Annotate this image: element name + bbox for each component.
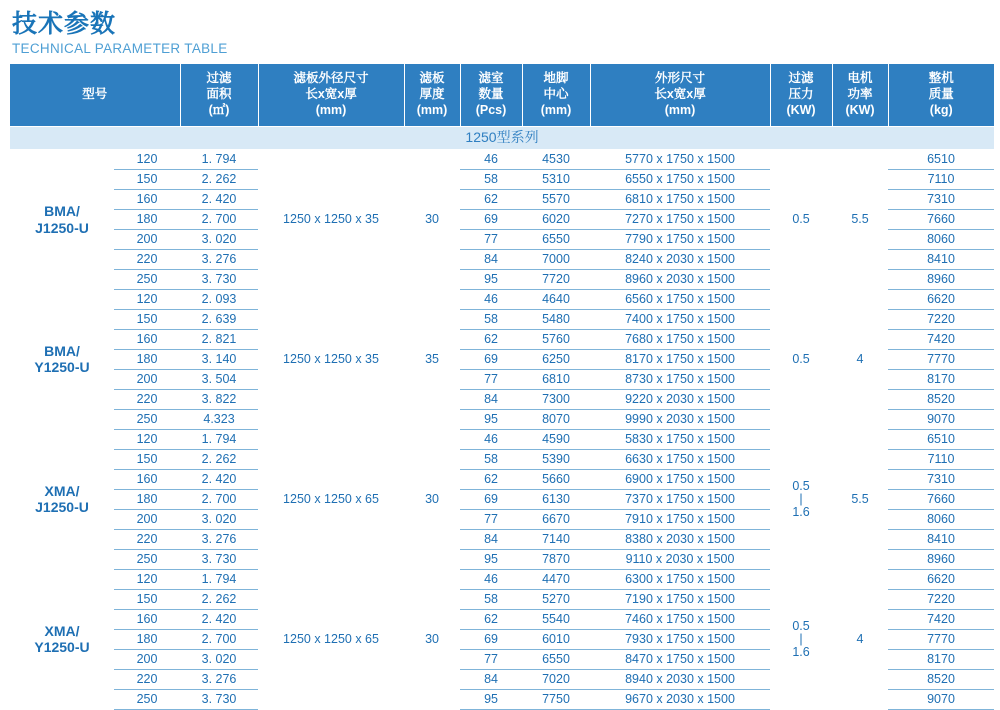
header-machine-mass: 整机 质量 (kg) (888, 64, 994, 127)
cell-area: 2. 821 (180, 329, 258, 349)
header-motor-power: 电机 功率 (KW) (832, 64, 888, 127)
cell-plate-thickness: 30 (425, 212, 439, 226)
header-row (10, 64, 994, 127)
cell-foot-center: 7750 (522, 689, 590, 709)
cell-size: 150 (114, 449, 180, 469)
cell-dimension: 9110 x 2030 x 1500 (590, 549, 770, 569)
cell-dimension: 7370 x 1750 x 1500 (590, 489, 770, 509)
cell-area: 2. 420 (180, 469, 258, 489)
cell-size: 220 (114, 389, 180, 409)
cell-size: 160 (114, 469, 180, 489)
cell-model: XMA/ Y1250-U (34, 623, 90, 656)
cell-foot-center: 5660 (522, 469, 590, 489)
cell-size: 120 (114, 149, 180, 169)
cell-dimension: 6550 x 1750 x 1500 (590, 169, 770, 189)
table-row (10, 289, 994, 309)
cell-dimension: 6300 x 1750 x 1500 (590, 569, 770, 589)
cell-mass: 6620 (888, 569, 994, 589)
cell-size: 160 (114, 189, 180, 209)
cell-area: 3. 730 (180, 549, 258, 569)
header-overall-dimension: 外形尺寸 长x宽x厚 (mm) (590, 64, 770, 127)
header-foot-center: 地脚 中心 (mm) (522, 64, 590, 127)
cell-mass: 8960 (888, 269, 994, 289)
cell-model: XMA/ J1250-U (35, 483, 89, 516)
cell-foot-center: 7870 (522, 549, 590, 569)
cell-area: 3. 730 (180, 689, 258, 709)
cell-size: 200 (114, 509, 180, 529)
cell-foot-center: 5270 (522, 589, 590, 609)
cell-size: 250 (114, 689, 180, 709)
cell-mass: 7420 (888, 329, 994, 349)
cell-area: 3. 020 (180, 509, 258, 529)
cell-mass: 7220 (888, 309, 994, 329)
cell-chambers: 62 (460, 469, 522, 489)
cell-plate-size: 1250 x 1250 x 35 (283, 212, 379, 226)
cell-foot-center: 6670 (522, 509, 590, 529)
cell-dimension: 8960 x 2030 x 1500 (590, 269, 770, 289)
cell-plate-thickness: 35 (425, 351, 439, 366)
cell-foot-center: 5480 (522, 309, 590, 329)
cell-chambers: 46 (460, 429, 522, 449)
cell-dimension: 6810 x 1750 x 1500 (590, 189, 770, 209)
cell-size: 220 (114, 249, 180, 269)
cell-mass: 7110 (888, 449, 994, 469)
cell-pressure: 0.5 (792, 351, 810, 366)
cell-area: 3. 140 (180, 349, 258, 369)
cell-mass: 6510 (888, 149, 994, 169)
technical-parameter-table (10, 64, 994, 710)
cell-size: 120 (114, 289, 180, 309)
cell-pressure: 0.5 | 1.6 (792, 618, 810, 659)
cell-chambers: 69 (460, 349, 522, 369)
cell-dimension: 6560 x 1750 x 1500 (590, 289, 770, 309)
cell-area: 3. 276 (180, 249, 258, 269)
cell-size: 200 (114, 369, 180, 389)
cell-size: 250 (114, 269, 180, 289)
cell-size: 200 (114, 649, 180, 669)
cell-foot-center: 6550 (522, 229, 590, 249)
cell-mass: 8060 (888, 509, 994, 529)
cell-area: 4.323 (180, 409, 258, 429)
series-title-row (10, 126, 994, 149)
cell-plate-thickness: 30 (425, 491, 439, 506)
cell-mass: 9070 (888, 409, 994, 429)
cell-chambers: 95 (460, 689, 522, 709)
cell-area: 3. 276 (180, 529, 258, 549)
cell-size: 180 (114, 349, 180, 369)
cell-dimension: 8170 x 1750 x 1500 (590, 349, 770, 369)
cell-chambers: 62 (460, 329, 522, 349)
cell-area: 3. 020 (180, 229, 258, 249)
cell-foot-center: 6010 (522, 629, 590, 649)
cell-power: 4 (856, 631, 864, 646)
cell-size: 180 (114, 489, 180, 509)
cell-mass: 6510 (888, 429, 994, 449)
cell-plate-size: 1250 x 1250 x 35 (283, 351, 379, 366)
cell-area: 3. 276 (180, 669, 258, 689)
cell-foot-center: 7720 (522, 269, 590, 289)
cell-dimension: 7270 x 1750 x 1500 (590, 209, 770, 229)
table-body (10, 126, 994, 709)
cell-model: BMA/ J1250-U (35, 203, 89, 236)
cell-foot-center: 7300 (522, 389, 590, 409)
cell-dimension: 7790 x 1750 x 1500 (590, 229, 770, 249)
cell-chambers: 77 (460, 509, 522, 529)
cell-foot-center: 6550 (522, 649, 590, 669)
cell-plate-size: 1250 x 1250 x 65 (283, 491, 379, 506)
cell-plate-size: 1250 x 1250 x 65 (283, 631, 379, 646)
cell-mass: 8410 (888, 249, 994, 269)
cell-foot-center: 6130 (522, 489, 590, 509)
cell-area: 1. 794 (180, 429, 258, 449)
header-model: 型号 (10, 64, 180, 127)
cell-size: 160 (114, 329, 180, 349)
cell-chambers: 95 (460, 549, 522, 569)
cell-area: 3. 822 (180, 389, 258, 409)
cell-size: 120 (114, 569, 180, 589)
cell-dimension: 5830 x 1750 x 1500 (590, 429, 770, 449)
cell-power: 4 (856, 351, 864, 366)
table-header (10, 64, 994, 127)
cell-foot-center: 5760 (522, 329, 590, 349)
cell-mass: 7420 (888, 609, 994, 629)
cell-pressure: 0.5 | 1.6 (792, 478, 810, 519)
cell-area: 2. 262 (180, 169, 258, 189)
series-title: 1250型系列 (10, 126, 994, 149)
cell-area: 3. 730 (180, 269, 258, 289)
cell-area: 1. 794 (180, 149, 258, 169)
cell-model: BMA/ Y1250-U (34, 343, 90, 376)
cell-chambers: 95 (460, 269, 522, 289)
cell-dimension: 8470 x 1750 x 1500 (590, 649, 770, 669)
cell-area: 3. 020 (180, 649, 258, 669)
cell-mass: 8520 (888, 669, 994, 689)
cell-area: 2. 420 (180, 189, 258, 209)
cell-mass: 7770 (888, 349, 994, 369)
cell-mass: 8960 (888, 549, 994, 569)
cell-foot-center: 5390 (522, 449, 590, 469)
cell-chambers: 84 (460, 389, 522, 409)
cell-foot-center: 5310 (522, 169, 590, 189)
cell-area: 2. 093 (180, 289, 258, 309)
page-title-block (8, 10, 992, 56)
cell-size: 220 (114, 529, 180, 549)
cell-dimension: 7680 x 1750 x 1500 (590, 329, 770, 349)
cell-size: 150 (114, 169, 180, 189)
cell-area: 3. 504 (180, 369, 258, 389)
cell-foot-center: 7140 (522, 529, 590, 549)
cell-size: 220 (114, 669, 180, 689)
cell-dimension: 7190 x 1750 x 1500 (590, 589, 770, 609)
cell-chambers: 69 (460, 489, 522, 509)
cell-dimension: 7400 x 1750 x 1500 (590, 309, 770, 329)
cell-mass: 7660 (888, 489, 994, 509)
cell-foot-center: 5570 (522, 189, 590, 209)
cell-dimension: 5770 x 1750 x 1500 (590, 149, 770, 169)
cell-power: 5.5 (851, 491, 869, 506)
cell-chambers: 69 (460, 629, 522, 649)
cell-foot-center: 6250 (522, 349, 590, 369)
cell-foot-center: 4470 (522, 569, 590, 589)
cell-area: 2. 262 (180, 589, 258, 609)
cell-chambers: 46 (460, 569, 522, 589)
cell-chambers: 77 (460, 229, 522, 249)
cell-area: 2. 262 (180, 449, 258, 469)
cell-area: 2. 700 (180, 629, 258, 649)
cell-power: 5.5 (851, 212, 869, 226)
cell-dimension: 9220 x 2030 x 1500 (590, 389, 770, 409)
cell-mass: 9070 (888, 689, 994, 709)
cell-dimension: 8940 x 2030 x 1500 (590, 669, 770, 689)
cell-pressure: 0.5 (792, 211, 810, 226)
header-chamber-count: 滤室 数量 (Pcs) (460, 64, 522, 127)
cell-foot-center: 4530 (522, 149, 590, 169)
cell-foot-center: 4590 (522, 429, 590, 449)
cell-chambers: 84 (460, 249, 522, 269)
cell-foot-center: 6810 (522, 369, 590, 389)
cell-mass: 6620 (888, 289, 994, 309)
cell-mass: 7220 (888, 589, 994, 609)
header-filter-area: 过滤 面积 (㎡) (180, 64, 258, 127)
table-row (10, 569, 994, 589)
cell-dimension: 8730 x 1750 x 1500 (590, 369, 770, 389)
cell-area: 2. 700 (180, 209, 258, 229)
cell-mass: 8410 (888, 529, 994, 549)
header-plate-thickness: 滤板 厚度 (mm) (404, 64, 460, 127)
cell-foot-center: 6020 (522, 209, 590, 229)
cell-chambers: 58 (460, 449, 522, 469)
cell-mass: 7110 (888, 169, 994, 189)
cell-area: 1. 794 (180, 569, 258, 589)
page-title-cn: 技术参数 (12, 10, 117, 38)
cell-chambers: 84 (460, 529, 522, 549)
cell-size: 180 (114, 209, 180, 229)
cell-foot-center: 7020 (522, 669, 590, 689)
cell-dimension: 7460 x 1750 x 1500 (590, 609, 770, 629)
cell-foot-center: 4640 (522, 289, 590, 309)
cell-dimension: 7930 x 1750 x 1500 (590, 629, 770, 649)
cell-size: 120 (114, 429, 180, 449)
cell-size: 180 (114, 629, 180, 649)
cell-dimension: 9670 x 2030 x 1500 (590, 689, 770, 709)
cell-mass: 7310 (888, 189, 994, 209)
cell-area: 2. 420 (180, 609, 258, 629)
cell-plate-thickness: 30 (425, 631, 439, 646)
cell-area: 2. 700 (180, 489, 258, 509)
cell-foot-center: 7000 (522, 249, 590, 269)
cell-dimension: 9990 x 2030 x 1500 (590, 409, 770, 429)
table-row (10, 429, 994, 449)
header-plate-size: 滤板外径尺寸 长x宽x厚 (mm) (258, 64, 404, 127)
cell-chambers: 77 (460, 649, 522, 669)
header-filter-pressure: 过滤 压力 (KW) (770, 64, 832, 127)
table-row (10, 149, 994, 169)
cell-chambers: 58 (460, 169, 522, 189)
cell-chambers: 58 (460, 309, 522, 329)
cell-chambers: 69 (460, 209, 522, 229)
cell-chambers: 62 (460, 189, 522, 209)
cell-foot-center: 8070 (522, 409, 590, 429)
cell-mass: 8170 (888, 649, 994, 669)
cell-chambers: 46 (460, 289, 522, 309)
cell-size: 160 (114, 609, 180, 629)
cell-size: 150 (114, 309, 180, 329)
cell-chambers: 95 (460, 409, 522, 429)
cell-size: 150 (114, 589, 180, 609)
cell-size: 250 (114, 409, 180, 429)
page-title-en: TECHNICAL PARAMETER TABLE (12, 40, 228, 56)
cell-chambers: 84 (460, 669, 522, 689)
cell-dimension: 7910 x 1750 x 1500 (590, 509, 770, 529)
cell-chambers: 62 (460, 609, 522, 629)
cell-dimension: 8380 x 2030 x 1500 (590, 529, 770, 549)
cell-mass: 8060 (888, 229, 994, 249)
cell-mass: 7660 (888, 209, 994, 229)
cell-dimension: 8240 x 2030 x 1500 (590, 249, 770, 269)
cell-chambers: 77 (460, 369, 522, 389)
cell-area: 2. 639 (180, 309, 258, 329)
cell-chambers: 46 (460, 149, 522, 169)
cell-mass: 7310 (888, 469, 994, 489)
cell-dimension: 6630 x 1750 x 1500 (590, 449, 770, 469)
cell-mass: 8170 (888, 369, 994, 389)
cell-chambers: 58 (460, 589, 522, 609)
cell-foot-center: 5540 (522, 609, 590, 629)
cell-mass: 7770 (888, 629, 994, 649)
cell-dimension: 6900 x 1750 x 1500 (590, 469, 770, 489)
cell-mass: 8520 (888, 389, 994, 409)
cell-size: 250 (114, 549, 180, 569)
cell-size: 200 (114, 229, 180, 249)
